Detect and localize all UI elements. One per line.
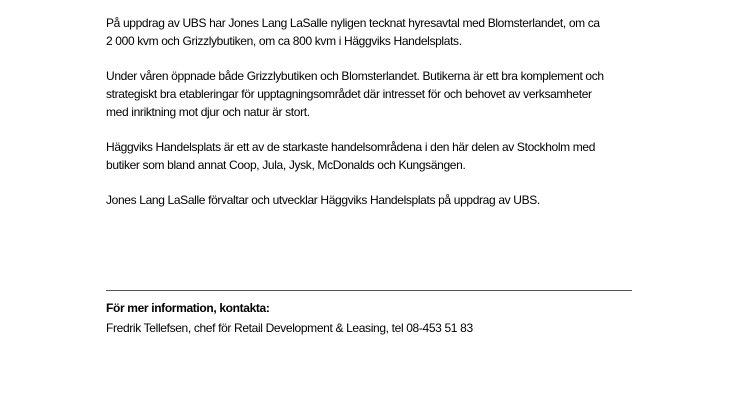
text-line: På uppdrag av UBS har Jones Lang LaSalle nyligen tecknat hyresavtal med Blomsterlandet, om ca: [106, 16, 600, 30]
contact-person: Fredrik Tellefsen, chef för Retail Development & Leasing, tel 08-453 51 83: [106, 321, 473, 335]
text-line: strategiskt bra etableringar för upptagningsområdet där intresset för och behovet av verksamheter: [106, 87, 592, 101]
paragraph-spring-opening: [106, 67, 636, 121]
press-release-body: [106, 14, 636, 226]
paragraph-shopping-area: [106, 138, 636, 174]
text-line: butiker som bland annat Coop, Jula, Jysk, McDonalds och Kungsängen.: [106, 158, 466, 172]
text-line: Häggviks Handelsplats är ett av de starkaste handelsområdena i den här delen av Stockholm med: [106, 140, 596, 154]
text-line: Jones Lang LaSalle förvaltar och utvecklar Häggviks Handelsplats på uppdrag av UBS.: [106, 193, 540, 207]
contact-heading: För mer information, kontakta:: [106, 301, 270, 315]
text-line: Under våren öppnade både Grizzlybutiken och Blomsterlandet. Butikerna är ett bra komplement och: [106, 69, 604, 83]
horizontal-divider: [106, 290, 632, 291]
text-line: med inriktning mot djur och natur är stort.: [106, 105, 310, 119]
paragraph-management: [106, 191, 636, 209]
paragraph-lease-agreement: [106, 14, 636, 50]
text-line: 2 000 kvm och Grizzlybutiken, om ca 800 kvm i Häggviks Handelsplats.: [106, 34, 462, 48]
contact-section: [106, 298, 636, 338]
